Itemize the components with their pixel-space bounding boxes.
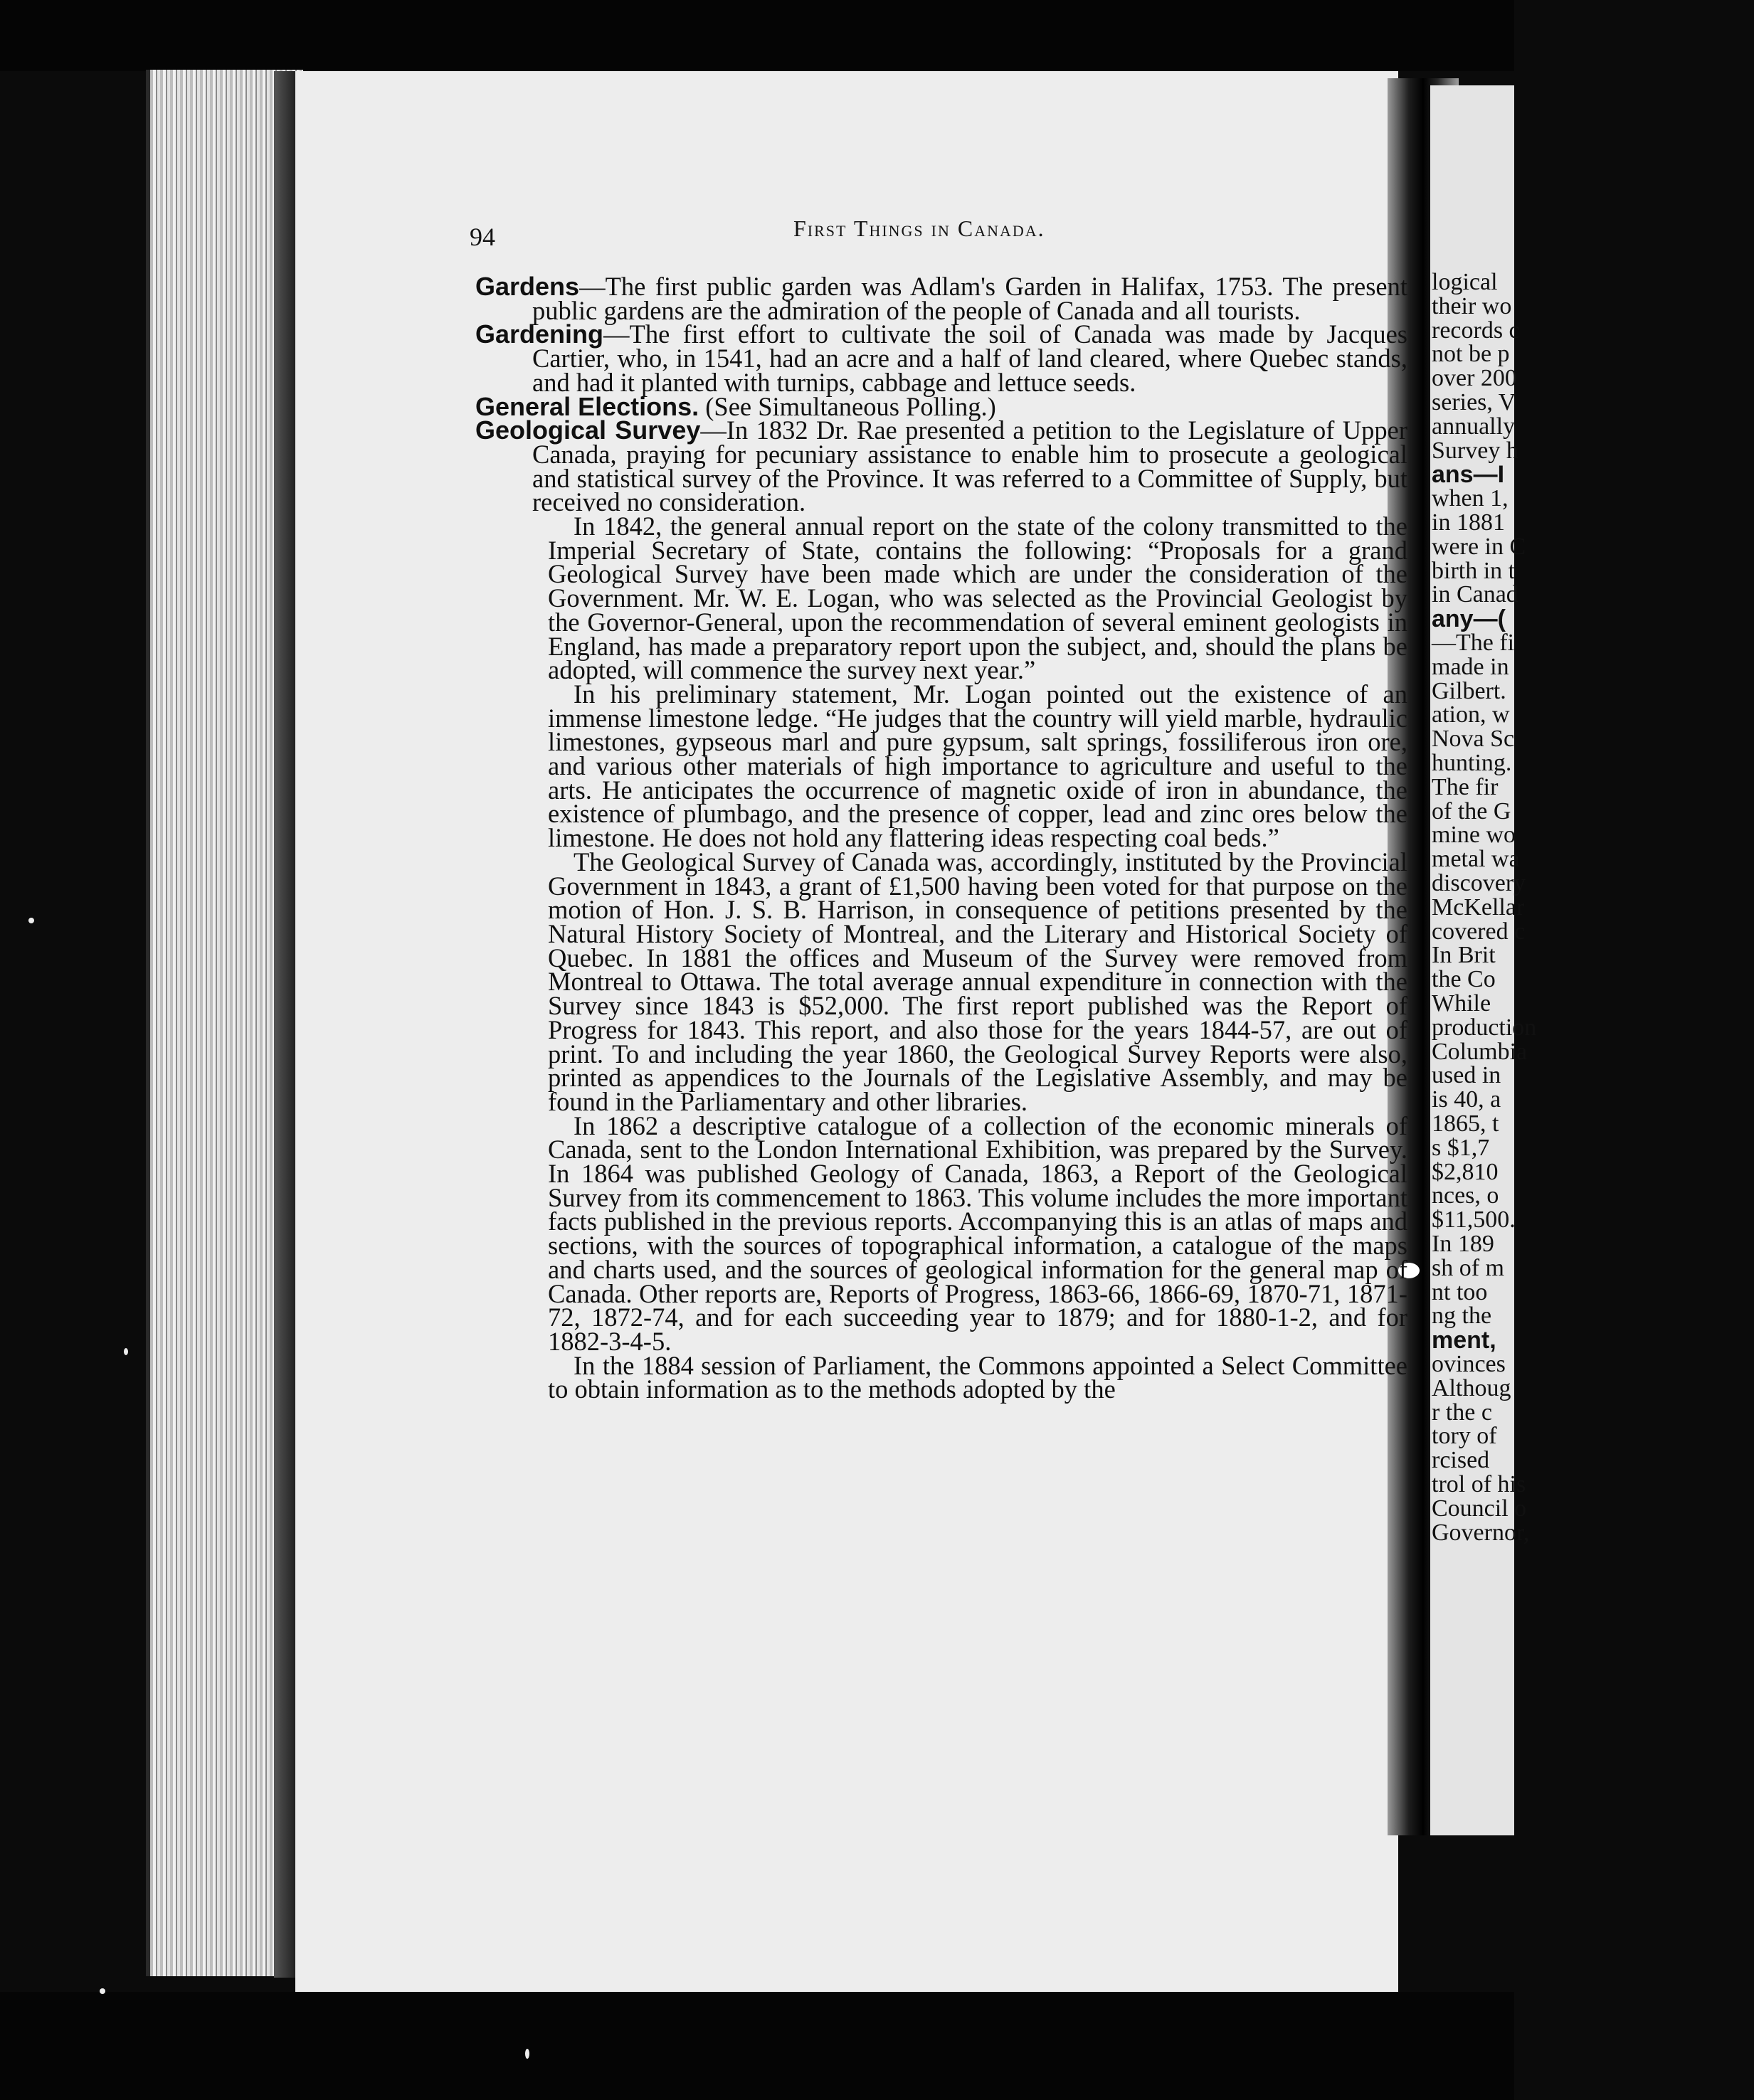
facing-page-line: series, V xyxy=(1432,389,1516,415)
facing-page-line: In Brit xyxy=(1432,942,1496,969)
facing-page-line: nt too xyxy=(1432,1278,1488,1305)
facing-page-line: their wo xyxy=(1432,292,1512,319)
facing-page-line: discovery xyxy=(1432,870,1526,896)
entry-text: —The first effort to cultivate the soil of Canada was made by Jacques Cartier, who, in 1541, had an acre and a half of land cleared, where Quebec stands, and had it planted with turnips, cabbage and lettuce seeds. xyxy=(532,319,1407,397)
facing-page-line: in 1881 xyxy=(1432,509,1505,536)
facing-page-line: covered c xyxy=(1432,918,1526,945)
facing-page-line: While xyxy=(1432,990,1491,1017)
entry-heading: General Elections. xyxy=(475,391,699,421)
facing-page-line: over 200 xyxy=(1432,365,1517,392)
dictionary-entry xyxy=(475,415,1408,517)
facing-page-line: nces, o xyxy=(1432,1182,1499,1209)
facing-page-line: birth in t xyxy=(1432,557,1516,584)
facing-page-line: made in xyxy=(1432,653,1509,680)
facing-page-line: tory of xyxy=(1432,1423,1497,1450)
body-paragraph: In 1842, the general annual report on the state of the colony transmitted to the Imperial Secretary of State, contains the following: “Proposals for a grand Geological Survey have been made which are under the consideration of the Government. Mr. W. E. Logan, who was selected as the Provincial Geologist by the Governor-General, upon the recommendation of several eminent geologists in England, has made a preparatory report upon the subject, and, should the plans be adopted, will commence the survey next year.” xyxy=(548,511,1407,685)
facing-page-line: logical xyxy=(1432,269,1498,295)
dust-speck xyxy=(100,1988,105,1994)
facing-page-line: ng the xyxy=(1432,1303,1492,1330)
facing-page-line: hunting. xyxy=(1432,750,1512,776)
facing-page-line: of the G xyxy=(1432,797,1511,824)
dictionary-entry xyxy=(475,391,1407,421)
body-paragraph: In 1862 a descriptive catalogue of a collection of the economic minerals of Canada, sent to the London International Exhibition, was prepared by the Survey. In 1864 was published Geology of Canada, 1863, a Report of the Geological Survey from its commencement to 1863. This volume includes the more important facts published in the previous reports. Accompanying this is an atlas of maps and sections, with the sources of topographical information, a catalogue of the maps and charts used, and the sources of geological information for the general map of Canada. Other reports are, Reports of Progress, 1863-66, 1866-69, 1870-71, 1871-72, 1872-74, and for each succeeding year to 1879; and for 1880-1-2, and for 1882-3-4-5. xyxy=(548,1110,1407,1356)
facing-page-line: were in C xyxy=(1432,533,1526,560)
scan-background-top xyxy=(0,0,1514,71)
entry-text: —The first public garden was Adlam's Garden in Halifax, 1753. The present public gardens are the admiration of the people of Canada and all tourists. xyxy=(532,272,1407,325)
facing-page-line: —The fi xyxy=(1432,630,1515,656)
facing-page-line: The fir xyxy=(1432,773,1499,800)
facing-page-line: the Co xyxy=(1432,966,1496,993)
facing-page-line: used in xyxy=(1432,1062,1501,1089)
facing-page-line: ment, xyxy=(1432,1327,1496,1354)
running-title: First Things in Canada. xyxy=(793,216,1045,241)
facing-page-line: Governor, xyxy=(1432,1519,1530,1546)
facing-page-line: s $1,7 xyxy=(1432,1134,1490,1161)
facing-page-line: annually xyxy=(1432,413,1516,440)
entry-heading: Gardening xyxy=(475,319,604,349)
facing-page-line: ans—I xyxy=(1432,461,1505,489)
dust-speck xyxy=(525,2049,529,2059)
facing-page-line: In 189 xyxy=(1432,1231,1494,1257)
page-number: 94 xyxy=(470,223,495,251)
facing-page-line: Council o xyxy=(1432,1495,1527,1522)
facing-page-line: production xyxy=(1432,1014,1537,1041)
facing-page-line: Gilbert. xyxy=(1432,677,1506,704)
facing-page-line: Columbia xyxy=(1432,1038,1528,1065)
facing-page-line: metal wa xyxy=(1432,846,1520,873)
entry-text: (See Simultaneous Polling.) xyxy=(699,391,996,421)
facing-page-line: McKellar xyxy=(1432,893,1525,921)
facing-page-line: mine wo xyxy=(1432,822,1516,849)
body-paragraph: The Geological Survey of Canada was, accordingly, instituted by the Provincial Government in 1843, a grant of £1,500 having been voted for that purpose on the motion of Hon. J. S. B. Harrison, in consequence of petitions presented by the Natural History Society of Montreal, and the Literary and Historical Society of Quebec. In 1881 the offices and Museum of the Survey were removed from Montreal to Ottawa. The total average annual expenditure in connection with the Survey since 1843 is $52,000. The first report published was the Report of Progress for 1843. This report, and also those for the years 1844-57, are out of print. To and including the year 1860, the Geological Survey Reports were also, printed as appendices to the Journals of the Legislative Assembly, and may be found in the Parliamentary and other libraries. xyxy=(548,847,1407,1116)
body-paragraph: In his preliminary statement, Mr. Logan pointed out the existence of an immense limestone ledge. “He judges that the country will yield marble, hydraulic limestones, gypseous marl and pure gypsum, salt springs, fossiliferous iron ore, and various other materials of high importance to agriculture and useful to the arts. He anticipates the occurrence of magnetic oxide of iron in abundance, the existence of plumbago, and the presence of copper, lead and zinc ores below the limestone. He does not hold any flattering ideas respecting coal beds.” xyxy=(548,679,1407,853)
facing-page-line: ovinces xyxy=(1432,1351,1506,1377)
facing-page-line: $2,810 xyxy=(1432,1158,1499,1185)
entry-heading: Geological Survey xyxy=(475,415,701,445)
facing-page-line: Althoug xyxy=(1432,1374,1511,1401)
facing-page-line: not be p xyxy=(1432,341,1510,368)
facing-page-line: records c xyxy=(1432,317,1520,344)
facing-page-line: Survey h xyxy=(1432,437,1518,464)
facing-page-line: r the c xyxy=(1432,1399,1492,1426)
facing-page-line: is 40, a xyxy=(1432,1086,1501,1113)
dust-speck xyxy=(124,1348,128,1355)
facing-page-line: $11,500. xyxy=(1432,1207,1516,1234)
entry-heading: Gardens xyxy=(475,272,580,301)
facing-page-line: in Canad xyxy=(1432,581,1518,608)
body-paragraph: In the 1884 session of Parliament, the Commons appointed a Select Committee to obtain information as to the methods adopted by the xyxy=(548,1350,1407,1404)
entry-text: —In 1832 Dr. Rae presented a petition to the Legislature of Upper Canada, praying for pecuniary assistance to enable him to prosecute a geological and statistical survey of the Province. It was referred to a Committee of Supply, but received no consideration. xyxy=(532,415,1408,517)
dust-speck xyxy=(28,918,34,923)
facing-page-line: sh of m xyxy=(1432,1254,1504,1281)
facing-page-line: any—( xyxy=(1432,605,1506,633)
dictionary-entry xyxy=(475,272,1407,325)
facing-page-line: when 1, xyxy=(1432,485,1509,512)
page-body xyxy=(475,272,1408,1404)
facing-page-line: trol of his xyxy=(1432,1471,1526,1497)
facing-page-line: 1865, t xyxy=(1432,1110,1499,1137)
facing-page-line: rcised xyxy=(1432,1447,1490,1474)
dictionary-entry xyxy=(475,319,1407,397)
facing-page-line: Nova Sc xyxy=(1432,726,1515,753)
scan-background-bottom xyxy=(0,1992,1514,2100)
facing-page-line: ation, w xyxy=(1432,701,1510,728)
